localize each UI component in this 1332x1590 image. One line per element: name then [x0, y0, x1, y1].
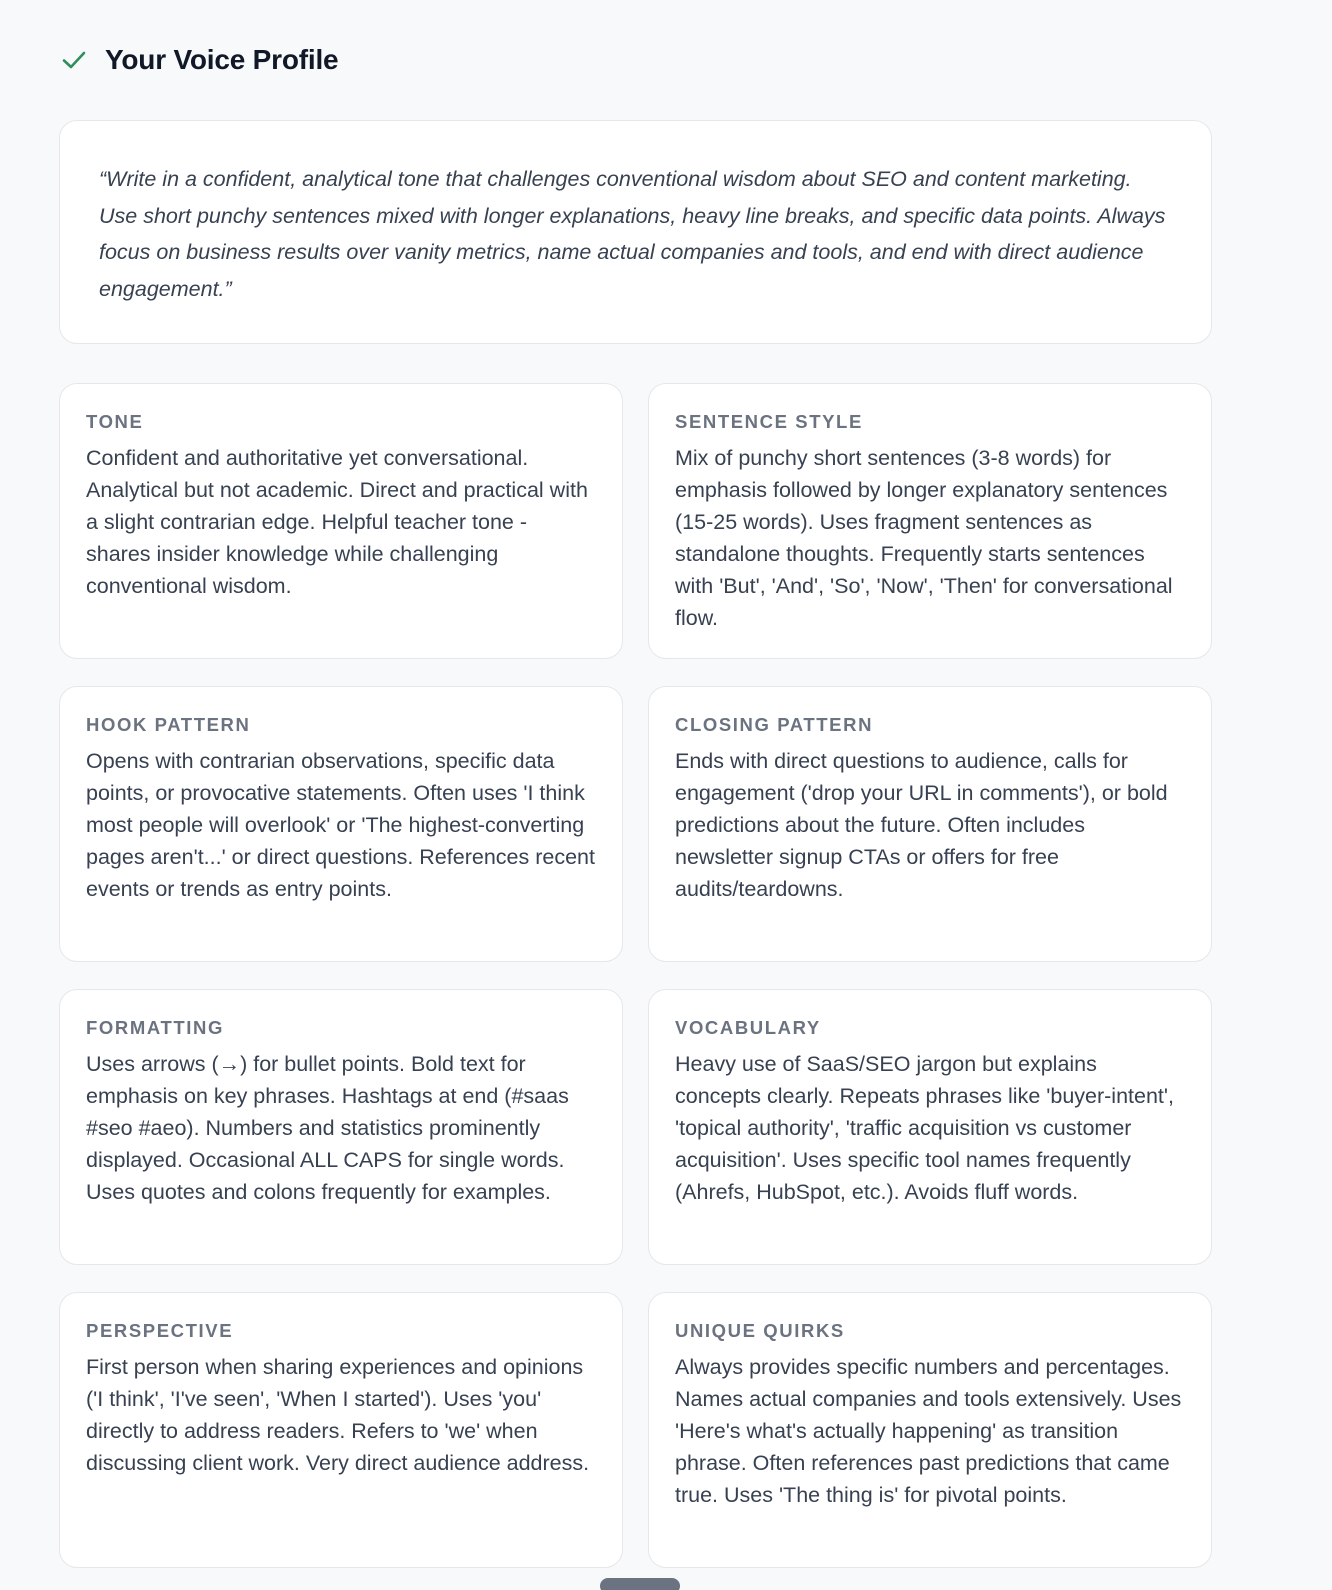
card-text: Heavy use of SaaS/SEO jargon but explains concepts clearly. Repeats phrases like 'buyer-intent', 'topical authority', 'traffic acquisition vs customer acquisition'. Uses specific tool names frequently (Ahrefs, HubSpot, etc.). Avoids fluff words.	[675, 1052, 1174, 1204]
page-header	[59, 40, 338, 80]
card-text: First person when sharing experiences and opinions ('I think', 'I've seen', 'When I started'). Uses 'you' directly to address readers. Refers to 'we' when discussing client work. Very direct audience address.	[86, 1355, 590, 1475]
card-label: UNIQUE QUIRKS	[675, 1320, 845, 1341]
card-text: Always provides specific numbers and percentages. Names actual companies and tools extensively. Uses 'Here's what's actually happening' as transition phrase. Often references past predictions that came true. Uses 'The thing is' for pivotal points.	[675, 1355, 1182, 1507]
card-label: TONE	[86, 411, 144, 432]
card-text: Ends with direct questions to audience, calls for engagement ('drop your URL in comments'), or bold predictions about the future. Often includes newsletter signup CTAs or offers for free audits/teardowns.	[675, 749, 1168, 901]
card-text: Mix of punchy short sentences (3-8 words) for emphasis followed by longer explanatory sentences (15-25 words). Uses fragment sentences as standalone thoughts. Frequently starts sentences with 'But', 'And', 'So', 'Now', 'Then' for conversational flow.	[675, 446, 1173, 630]
profile-card-unique-quirks	[648, 1292, 1212, 1568]
profile-card-perspective	[59, 1292, 623, 1568]
profile-card-formatting	[59, 989, 623, 1265]
card-label: CLOSING PATTERN	[675, 714, 874, 735]
profile-card-tone	[59, 383, 623, 659]
card-label: VOCABULARY	[675, 1017, 821, 1038]
card-label: FORMATTING	[86, 1017, 224, 1038]
profile-card-closing-pattern	[648, 686, 1212, 962]
card-label: SENTENCE STYLE	[675, 411, 863, 432]
card-text: Opens with contrarian observations, specific data points, or provocative statements. Often uses 'I think most people will overlook' or 'The highest-converting pages aren't...' or direct questions. References recent events or trends as entry points.	[86, 749, 595, 901]
profile-card-hook-pattern	[59, 686, 623, 962]
page-title: Your Voice Profile	[105, 44, 339, 75]
scroll-handle[interactable]	[600, 1578, 680, 1590]
check-icon	[59, 45, 89, 75]
voice-summary-card	[59, 120, 1212, 344]
card-label: HOOK PATTERN	[86, 714, 251, 735]
card-label: PERSPECTIVE	[86, 1320, 234, 1341]
card-text: Uses arrows (→) for bullet points. Bold text for emphasis on key phrases. Hashtags at end (#saas #seo #aeo). Numbers and statistics prominently displayed. Occasional ALL CAPS for single words. Uses quotes and colons frequently for examples.	[86, 1052, 569, 1204]
profile-card-vocabulary	[648, 989, 1212, 1265]
profile-card-sentence-style	[648, 383, 1212, 659]
card-text: Confident and authoritative yet conversational. Analytical but not academic. Direct and practical with a slight contrarian edge. Helpful teacher tone - shares insider knowledge while challenging conventional wisdom.	[86, 446, 588, 598]
voice-summary-text: “Write in a confident, analytical tone that challenges conventional wisdom about SEO and content marketing. Use short punchy sentences mixed with longer explanations, heavy line breaks, and specific data points. Always focus on business results over vanity metrics, name actual companies and tools, and end with direct audience engagement.”	[99, 167, 1166, 301]
